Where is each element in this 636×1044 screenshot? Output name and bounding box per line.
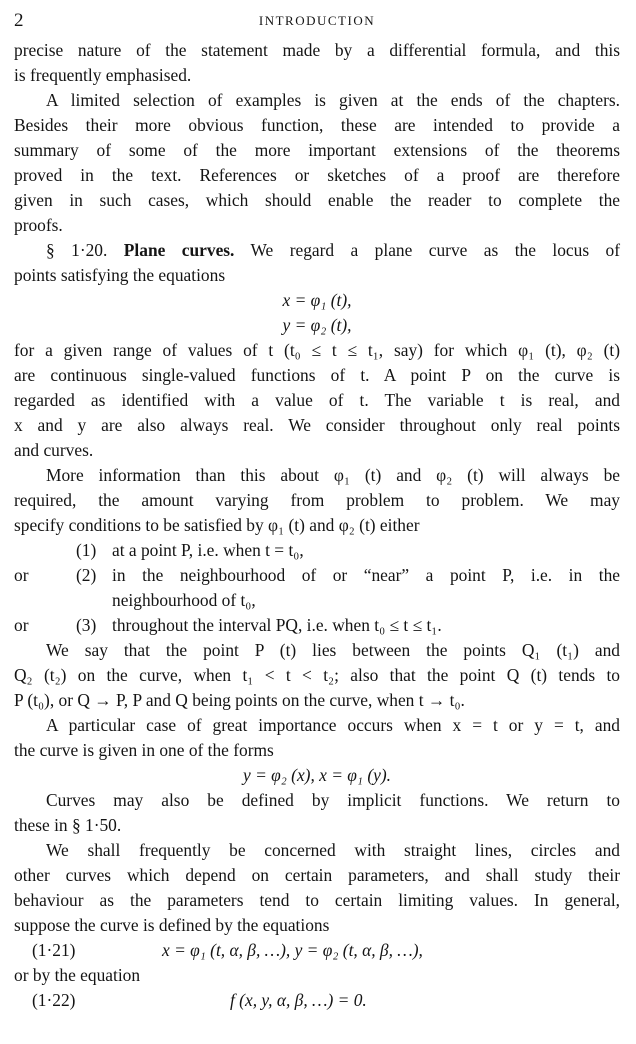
equation-number: (1·22) (32, 990, 76, 1010)
text-line: A particular case of great importance occurs when x = t or y = t, and (46, 715, 620, 735)
case-text: throughout the interval PQ, i.e. when t₀ ≤ t ≤ t₁. (112, 615, 442, 635)
text-line: is frequently emphasised. (14, 65, 192, 85)
text-line: are continuous single-valued functions of t. A point P on the curve is (14, 365, 620, 385)
section-title: Plane curves. (123, 240, 235, 260)
equation-body: x = φ₁ (t, α, β, …), y = φ₂ (t, α, β, …), (162, 940, 423, 960)
case-text: at a point P, i.e. when t = t₀, (112, 540, 304, 560)
case-item (14, 613, 620, 638)
equation-forms: y = φ₂ (x), x = φ₁ (y). (243, 765, 391, 785)
text-line: other curves which depend on certain parameters, and shall study their (14, 865, 620, 885)
case-number: (3) (76, 615, 97, 635)
page-number: 2 (14, 10, 24, 31)
equation-x: x = φ₁ (t), (282, 290, 352, 310)
equation-y: y = φ₂ (t), (282, 315, 352, 335)
case-item (14, 538, 620, 563)
text-line: More information than this about φ₁ (t) and φ₂ (t) will always be (46, 465, 620, 485)
equation-number: (1·21) (32, 940, 76, 960)
case-or: or (14, 565, 29, 585)
text-line: or by the equation (14, 965, 141, 985)
text-line: x and y are also always real. We consider throughout only real points (14, 415, 620, 435)
page-header (14, 10, 620, 38)
text-line: given in such cases, which should enable the reader to complete the (14, 190, 620, 210)
numbered-equation (14, 988, 620, 1013)
section-number: § 1·20. (46, 240, 108, 260)
text-line: points satisfying the equations (14, 265, 226, 285)
text-line: Besides their more obvious function, these are intended to provide a (14, 115, 620, 135)
book-page (14, 10, 620, 1013)
case-text: neighbourhood of t₀, (112, 590, 256, 610)
numbered-equation (14, 938, 620, 963)
running-head: INTRODUCTION (258, 13, 376, 28)
section-heading-line (14, 238, 620, 263)
text-line: behaviour as the parameters tend to certain limiting values. In general, (14, 890, 620, 910)
text-line: the curve is given in one of the forms (14, 740, 274, 760)
text-line: suppose the curve is defined by the equations (14, 915, 330, 935)
text-line: required, the amount varying from problem to problem. We may (14, 490, 620, 510)
case-text: in the neighbourhood of or “near” a point P, i.e. in the (112, 565, 620, 585)
text-line: summary of some of the more important extensions of the theorems (14, 140, 620, 160)
text-line: and curves. (14, 440, 94, 460)
case-item (14, 563, 620, 588)
text-line: Curves may also be defined by implicit functions. We return to (46, 790, 620, 810)
text-line: regarded as identified with a value of t. The variable t is real, and (14, 390, 620, 410)
text-line: proved in the text. References or sketches of a proof are therefore (14, 165, 620, 185)
text-line: We shall frequently be concerned with straight lines, circles and (46, 840, 620, 860)
case-number: (1) (76, 540, 97, 560)
text-line: proofs. (14, 215, 63, 235)
text-line: P (t₀), or Q → P, P and Q being points on the curve, when t → t₀. (14, 690, 465, 710)
text-line: specify conditions to be satisfied by φ₁ (t) and φ₂ (t) either (14, 515, 420, 535)
case-or: or (14, 615, 29, 635)
text-line: these in § 1·50. (14, 815, 122, 835)
section-first-line-rest: We regard a plane curve as the locus of (250, 240, 621, 260)
text-line: precise nature of the statement made by a differential formula, and this (14, 40, 620, 60)
case-number: (2) (76, 565, 97, 585)
text-line: Q₂ (t₂) on the curve, when t₁ < t < t₂; also that the point Q (t) tends to (14, 665, 620, 685)
text-line: A limited selection of examples is given at the ends of the chapters. (46, 90, 620, 110)
equation-body: f (x, y, α, β, …) = 0. (230, 990, 367, 1010)
text-line: for a given range of values of t (t₀ ≤ t ≤ t₁, say) for which φ₁ (t), φ₂ (t) (14, 340, 620, 360)
case-item (14, 588, 620, 613)
text-line: We say that the point P (t) lies between the points Q₁ (t₁) and (46, 640, 620, 660)
